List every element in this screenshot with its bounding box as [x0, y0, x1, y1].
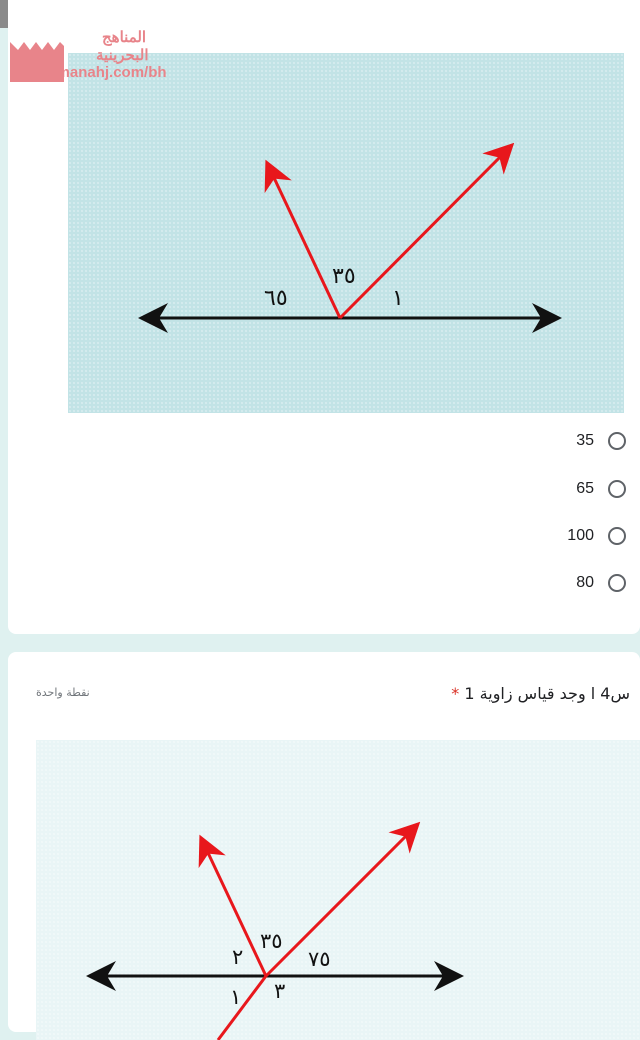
angle-label-left-top: ٢ — [232, 945, 244, 969]
option-label: 80 — [576, 574, 594, 591]
option-label: 100 — [567, 527, 594, 544]
radio-button[interactable] — [608, 432, 626, 450]
question-points: نقطة واحدة — [36, 686, 90, 699]
radio-button[interactable] — [608, 574, 626, 592]
angle-label-right: ١ — [392, 286, 404, 311]
question-card-4 — [8, 652, 640, 1032]
angles-diagram-4 — [36, 740, 640, 1040]
radio-button[interactable] — [608, 480, 626, 498]
watermark-text-line2: البحرينية — [96, 46, 149, 64]
question-text: س4 ا وجد قياس زاوية 1 — [464, 684, 630, 703]
radio-button[interactable] — [608, 527, 626, 545]
watermark-text-line1: المناهج — [102, 28, 147, 46]
watermark-url: almanahj.com/bh — [44, 64, 167, 81]
question-3-diagram — [68, 53, 624, 413]
question-title — [451, 684, 630, 703]
option-65[interactable] — [536, 476, 626, 502]
option-label: 65 — [576, 480, 594, 497]
angle-label-top: ٣٥ — [260, 929, 283, 953]
angle-label-right-bottom: ٣ — [274, 979, 286, 1003]
angle-label-left-bottom: ١ — [230, 985, 242, 1009]
angle-label-left: ٦٥ — [264, 286, 288, 311]
ray-right — [340, 147, 510, 318]
option-label: 35 — [576, 432, 594, 449]
required-marker: * — [451, 684, 460, 703]
ray-extension — [218, 976, 266, 1040]
watermark — [10, 28, 210, 84]
option-80[interactable] — [536, 570, 626, 596]
option-35[interactable] — [536, 428, 626, 454]
angles-diagram-3 — [68, 53, 624, 413]
question-card-3 — [8, 0, 640, 634]
angle-label-right-top: ٧٥ — [308, 947, 331, 971]
option-100[interactable] — [536, 523, 626, 549]
ray-right — [266, 826, 416, 976]
question-4-diagram — [36, 740, 640, 1040]
angle-label-middle: ٣٥ — [332, 264, 356, 289]
